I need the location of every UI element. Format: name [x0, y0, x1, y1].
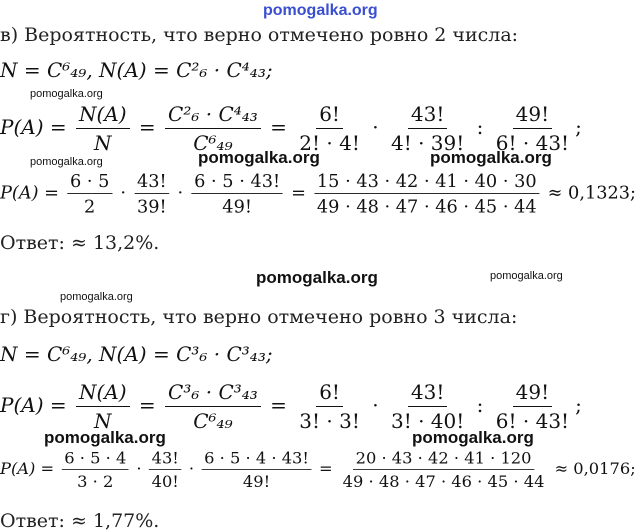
fraction: $\frac{6 \cdot 5 \cdot 43!}{49!}$ [191, 170, 282, 217]
fraction: $\frac{49!}{6! \cdot 43!}$ [495, 380, 570, 433]
fraction: $\frac{6!}{2! \cdot 4!}$ [299, 102, 360, 155]
fraction: $\frac{20 \cdot 43 \cdot 42 \cdot 41 \cdot 120}{49 \cdot 48 \cdot 47 \cdot 46 \cdot 45 \cdot 44}$ [342, 448, 545, 492]
result: ≈ 0,1323; [547, 181, 637, 203]
section-v-answer: Ответ: ≈ 13,2%. [0, 232, 160, 254]
watermark: pomogalka.org [490, 270, 563, 282]
lhs: P(A) = [0, 115, 67, 139]
lhs: P(A) = [0, 181, 60, 203]
fraction: $\frac{43!}{3! \cdot 40!}$ [390, 380, 465, 433]
section-g-definitions: N = C⁶₄₉, N(A) = C³₆ · C³₄₃; [0, 342, 273, 366]
fraction: $\frac{49!}{6! \cdot 43!}$ [495, 102, 570, 155]
fraction: $\frac{15 \cdot 43 \cdot 42 \cdot 41 \cdot 40 \cdot 30}{49 \cdot 48 \cdot 47 \cdot 46 \cdot 45 \cdot 44}$ [314, 170, 539, 217]
watermark: pomogalka.org [430, 148, 552, 167]
fraction: $\frac{N(A)}{N}$ [76, 380, 130, 433]
fraction: $\frac{\text{C²₆ · C⁴₄₃}}{\text{C⁶₄₉}}$ [165, 102, 261, 155]
fraction: $\frac{6 \cdot 5 \cdot 4 \cdot 43!}{49!}$ [202, 448, 312, 491]
fraction: $\frac{6!}{3! \cdot 3!}$ [299, 380, 360, 433]
section-v-probability-value: P(A) = $\frac{6 \cdot 5}{2}$ · $\frac{43!}{39!}$ · $\frac{6 \cdot 5 \cdot 43!}{49!}$ = $\frac{15 \cdot 43 \cdot 42 \cdot 41 \cdot 40 \cdot 30}{49 \cdot 48 \cdot 47 \cdot 46 \cdot 45 \cdot 44}$ ≈ 0,1323; [0, 170, 637, 217]
fraction: $\frac{43!}{40!}$ [149, 448, 181, 491]
section-g-probability-value: P(A) = $\frac{6 \cdot 5 \cdot 4}{3 \cdot 2}$ · $\frac{43!}{40!}$ · $\frac{6 \cdot 5 \cdot 4 \cdot 43!}{49!}$ = $\frac{20 \cdot 43 \cdot 42 \cdot 41 \cdot 120}{49 \cdot 48 \cdot 47 \cdot 46 \cdot 45 \cdot 44}$ ≈ 0,0176; [0, 448, 636, 492]
result: ≈ 0,0176; [554, 458, 636, 479]
watermark-top[interactable]: pomogalka.org [263, 2, 378, 19]
fraction: $\frac{N(A)}{N}$ [76, 102, 130, 155]
watermark: pomogalka.org [30, 156, 103, 168]
lhs: P(A) = [0, 393, 67, 417]
section-g-answer: Ответ: ≈ 1,77%. [0, 510, 160, 532]
section-v-definitions: N = C⁶₄₉, N(A) = C²₆ · C⁴₄₃; [0, 58, 273, 82]
watermark: pomogalka.org [60, 291, 133, 303]
watermark: pomogalka.org [44, 428, 166, 447]
watermark: pomogalka.org [256, 268, 378, 287]
fraction: $\frac{43!}{4! \cdot 39!}$ [390, 102, 465, 155]
section-g-heading: г) Вероятность, что верно отмечено ровно 3 числа: [0, 306, 518, 328]
watermark: pomogalka.org [30, 88, 103, 100]
fraction: $\frac{43!}{39!}$ [134, 170, 169, 217]
lhs: P(A) = [0, 458, 55, 479]
fraction: $\frac{\text{C³₆ · C³₄₃}}{\text{C⁶₄₉}}$ [165, 380, 261, 433]
section-v-heading: в) Вероятность, что верно отмечено ровно 2 числа: [0, 24, 519, 46]
section-v-probability-expression: P(A) = $\frac{N(A)}{N}$ = $\frac{\text{C²₆ · C⁴₄₃}}{\text{C⁶₄₉}}$ = $\frac{6!}{2! \cdot 4!}$ · $\frac{43!}{4! \cdot 39!}$ : $\frac{49!}{6! \cdot 43!}$ ; [0, 102, 582, 155]
watermark: pomogalka.org [198, 148, 320, 167]
watermark: pomogalka.org [412, 428, 534, 447]
section-g-probability-expression: P(A) = $\frac{N(A)}{N}$ = $\frac{\text{C³₆ · C³₄₃}}{\text{C⁶₄₉}}$ = $\frac{6!}{3! \cdot 3!}$ · $\frac{43!}{3! \cdot 40!}$ : $\frac{49!}{6! \cdot 43!}$ ; [0, 380, 582, 433]
fraction: $\frac{6 \cdot 5 \cdot 4}{3 \cdot 2}$ [62, 448, 129, 491]
fraction: $\frac{6 \cdot 5}{2}$ [67, 170, 112, 217]
